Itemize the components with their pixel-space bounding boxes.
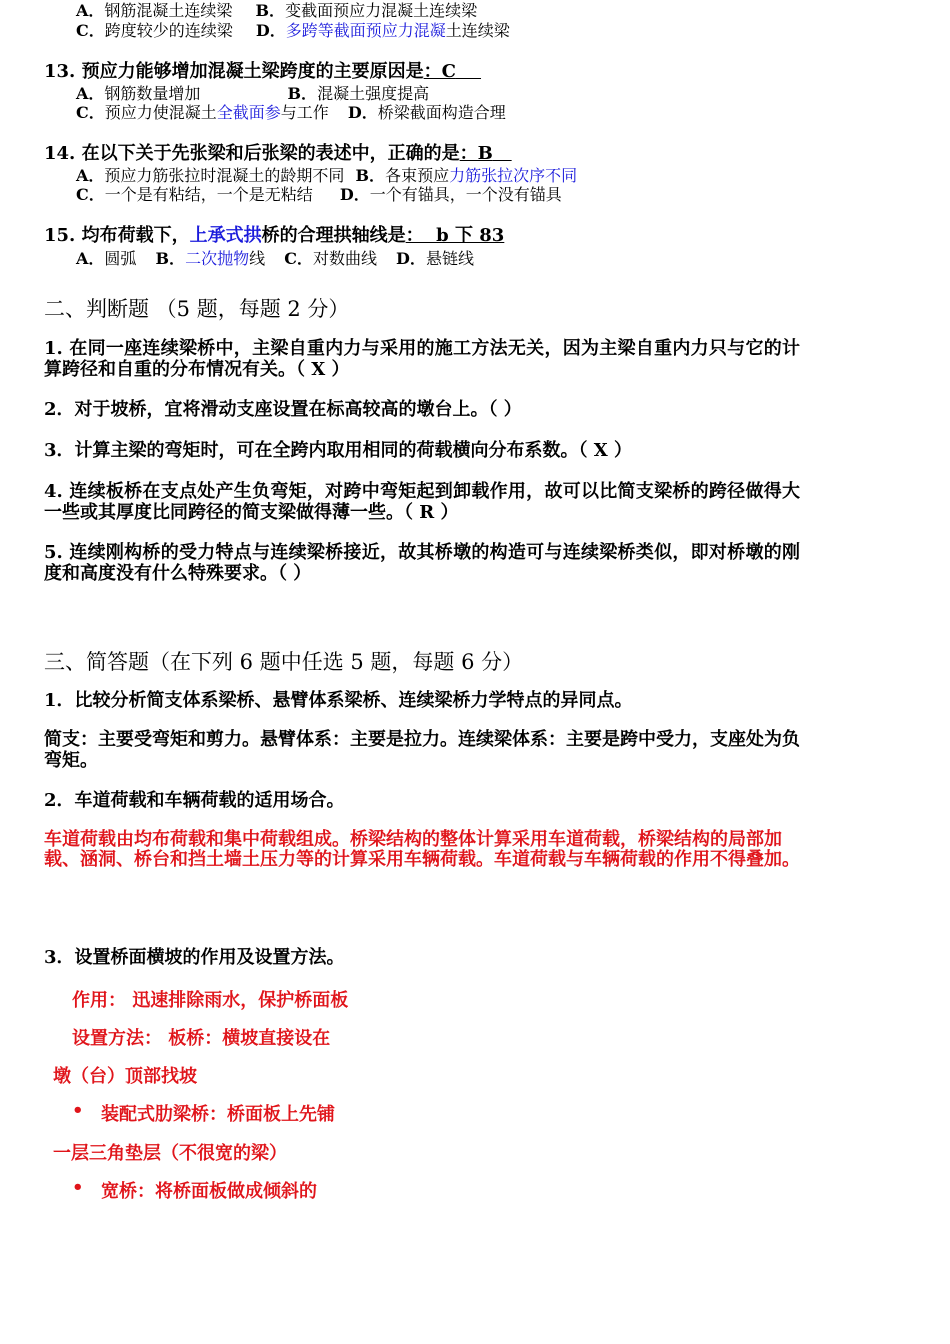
option-label: A． xyxy=(76,166,105,185)
option-label: A． xyxy=(76,249,105,268)
answer-3-method-continued: 墩（台）顶部找坡 xyxy=(53,1066,197,1087)
option-label: D． xyxy=(339,185,370,204)
option-text: 预应力筋张拉时混凝土的龄期不同 xyxy=(104,166,345,185)
answer-3-bullet-2: 宽桥：将桥面板做成倾斜的 xyxy=(101,1181,317,1202)
short-answer-answer-1: 简支：主要受弯矩和剪力。悬臂体系：主要是拉力。连续梁体系：主要是跨中受力，支座处为负弯矩。 xyxy=(44,729,800,771)
q12-option-c-label: C． xyxy=(76,21,105,40)
option-label: B． xyxy=(155,249,186,268)
option-label: D． xyxy=(347,103,378,122)
option-label: B． xyxy=(355,166,386,185)
question-answer: ：B xyxy=(459,143,493,164)
q15-option-row xyxy=(76,246,474,269)
question-stem: 均布荷载下， xyxy=(81,225,190,246)
option-label: C． xyxy=(284,249,313,268)
q12-option-a-text: 钢筋混凝土连续梁 xyxy=(104,1,233,20)
section-heading-short-answer: 三、简答题（在下列 6 题中任选 5 题，每题 6 分） xyxy=(44,650,524,674)
option-text: 一个是有粘结，一个是无粘结 xyxy=(104,185,313,204)
option-label: A． xyxy=(76,84,105,103)
question-14 xyxy=(44,139,512,165)
question-stem: 在以下关于先张梁和后张梁的表述中，正确的是 xyxy=(81,143,460,164)
option-label: B． xyxy=(287,84,318,103)
option-text: 混凝土强度提高 xyxy=(317,84,430,103)
bullet-dot: • xyxy=(72,1177,84,1198)
question-answer: ：C xyxy=(423,61,456,82)
short-answer-answer-2: 车道荷载由均布荷载和集中荷载组成。桥梁结构的整体计算采用车道荷载，桥梁结构的局部加载、涵洞、桥台和挡土墙土压力等的计算采用车辆荷载。车道荷载与车辆荷载的作用不得叠加。 xyxy=(44,829,800,870)
option-text: 一个有锚具，一个没有锚具 xyxy=(369,185,562,204)
judgment-item-2: 2．对于坡桥，宜将滑动支座设置在标高较高的墩台上。（ ） xyxy=(44,399,522,420)
option-label: C． xyxy=(76,185,105,204)
question-number: 15. xyxy=(44,225,76,246)
option-text: 钢筋数量增加 xyxy=(104,84,201,103)
q12-option-d-text: 土连续梁 xyxy=(445,21,510,40)
option-text: 圆弧 xyxy=(104,249,137,268)
q12-option-row-2 xyxy=(76,18,510,41)
question-number: 13. xyxy=(44,61,76,82)
judgment-item-1: 1. 在同一座连续梁桥中，主梁自重内力与采用的施工方法无关，因为主梁自重内力只与它的计算跨径和自重的分布情况有关。（ X ） xyxy=(44,338,800,380)
q12-option-b-label: B． xyxy=(255,1,286,20)
option-text-highlight: 全截面参 xyxy=(216,103,281,122)
q12-option-d-label: D． xyxy=(255,21,286,40)
option-text-highlight: 二次抛物 xyxy=(185,249,250,268)
question-13 xyxy=(44,57,481,83)
option-label: C． xyxy=(76,103,105,122)
option-text: 桥梁截面构造合理 xyxy=(377,103,506,122)
q12-option-d-text-highlight: 多跨等截面预应力混凝 xyxy=(285,21,446,40)
q12-option-c-text: 跨度较少的连续梁 xyxy=(104,21,233,40)
q14-option-row-2 xyxy=(76,182,562,205)
judgment-item-3: 3．计算主梁的弯矩时，可在全跨内取用相同的荷载横向分布系数。（ X ） xyxy=(44,440,633,461)
question-stem-highlight: 上承式拱 xyxy=(189,225,262,246)
q13-option-row-2 xyxy=(76,100,506,123)
answer-3-purpose: 作用： 迅速排除雨水，保护桥面板 xyxy=(72,990,349,1011)
question-stem: 桥的合理拱轴线是 xyxy=(261,225,406,246)
question-15 xyxy=(44,221,504,247)
option-text: 线 xyxy=(249,249,266,268)
answer-3-method: 设置方法： 板桥：横坡直接设在 xyxy=(72,1028,331,1049)
answer-3-bullet-1-continued: 一层三角垫层（不很宽的梁） xyxy=(53,1143,287,1164)
q12-option-a-label: A． xyxy=(76,1,105,20)
question-number: 14. xyxy=(44,143,76,164)
option-text-highlight: 力筋张拉次序不同 xyxy=(449,166,578,185)
option-text: 悬链线 xyxy=(425,249,474,268)
section-heading-judgment: 二、判断题 （5 题，每题 2 分） xyxy=(44,297,350,321)
question-stem: 预应力能够增加混凝土梁跨度的主要原因是 xyxy=(81,61,424,82)
question-answer: ： b 下 83 xyxy=(405,225,505,246)
option-label: D． xyxy=(396,249,426,268)
option-text: 预应力使混凝土 xyxy=(104,103,217,122)
short-answer-question-3: 3．设置桥面横坡的作用及设置方法。 xyxy=(44,947,345,968)
option-text: 各束预应 xyxy=(385,166,450,185)
short-answer-question-1: 1．比较分析简支体系梁桥、悬臂体系梁桥、连续梁桥力学特点的异同点。 xyxy=(44,690,633,711)
option-text: 对数曲线 xyxy=(312,249,377,268)
bullet-dot: • xyxy=(72,1100,84,1121)
q12-option-b-text: 变截面预应力混凝土连续梁 xyxy=(285,1,478,20)
short-answer-question-2: 2．车道荷载和车辆荷载的适用场合。 xyxy=(44,790,345,811)
option-text: 与工作 xyxy=(280,103,329,122)
judgment-item-5: 5. 连续刚构桥的受力特点与连续梁桥接近，故其桥墩的构造可与连续梁桥类似，即对桥墩的刚度和高度没有什么特殊要求。（ ） xyxy=(44,542,800,584)
judgment-item-4: 4. 连续板桥在支点处产生负弯矩，对跨中弯矩起到卸载作用，故可以比简支梁桥的跨径做得大一些或其厚度比同跨径的简支梁做得薄一些。（ R ） xyxy=(44,481,800,523)
answer-3-bullet-1: 装配式肋梁桥：桥面板上先铺 xyxy=(101,1104,335,1125)
